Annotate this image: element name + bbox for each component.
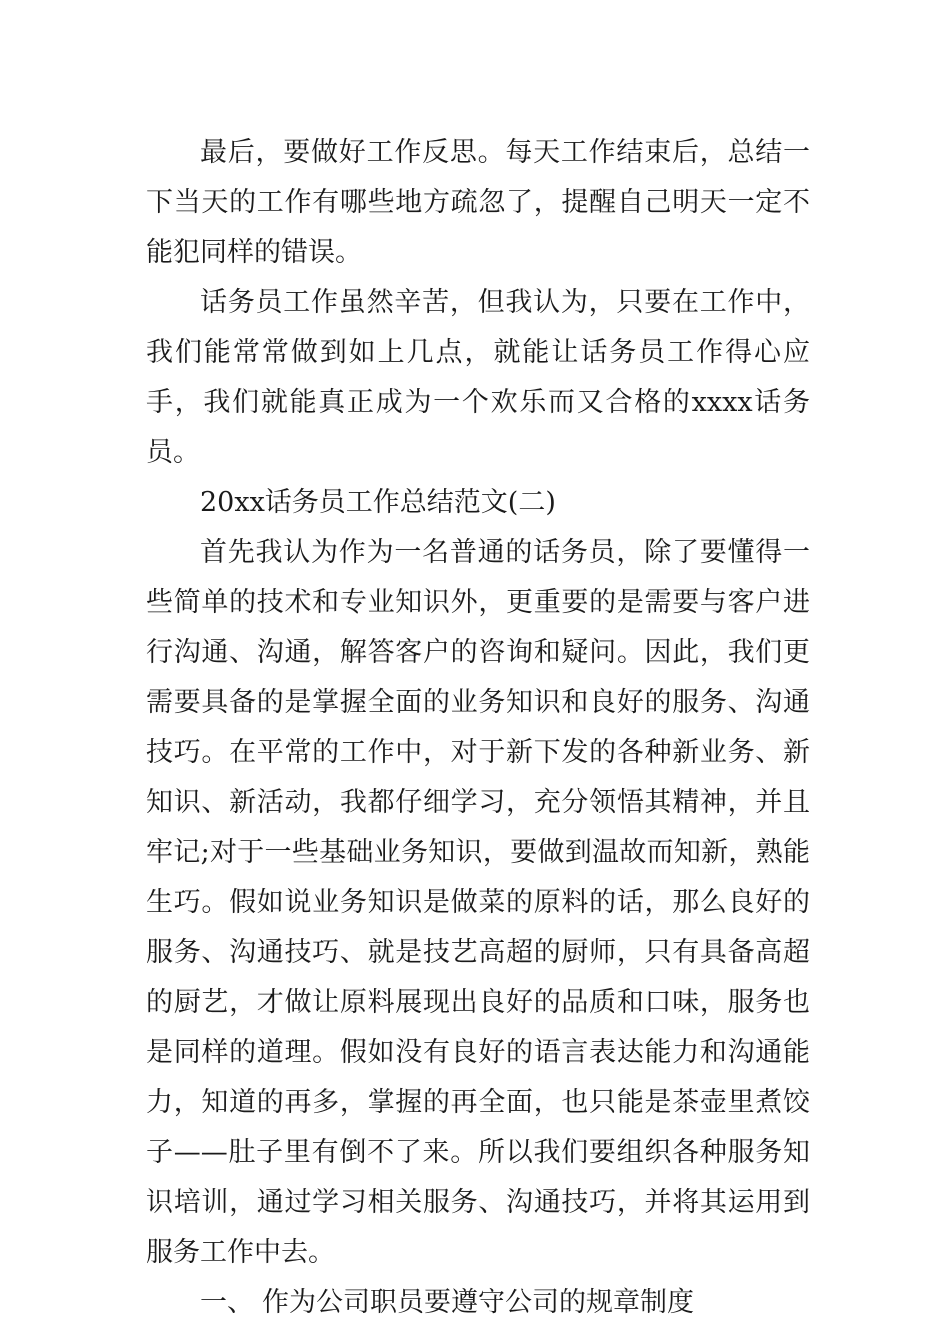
list-heading-text: 作为公司职员要遵守公司的规章制度 (262, 1287, 694, 1318)
paragraph-main-body: 首先我认为作为一名普通的话务员，除了要懂得一些简单的技术和专业知识外，更重要的是需要与客户进行沟通、沟通，解答客户的咨询和疑问。因此，我们更需要具备的是掌握全面的业务知识和良好的服务、沟通技巧。在平常的工作中，对于新下发的各种新业务、新知识、新活动，我都仔细学习，充分领悟其精神，并且牢记;对于一些基础业务知识，要做到温故而知新，熟能生巧。假如说业务知识是做菜的原料的话，那么良好的服务、沟通技巧、就是技艺高超的厨师，只有具备高超的厨艺，才做让原料展现出良好的品质和口味，服务也是同样的道理。假如没有良好的语言表达能力和沟通能力，知道的再多，掌握的再全面，也只能是茶壶里煮饺子——肚子里有倒不了来。所以我们要组织各种服务知识培训，通过学习相关服务、沟通技巧，并将其运用到服务工作中去。 (146, 537, 810, 1268)
list-marker: 一、 (200, 1287, 254, 1318)
list-heading-item (146, 1278, 810, 1328)
paragraph-conclusion: 话务员工作虽然辛苦，但我认为，只要在工作中，我们能常常做到如上几点，就能让话务员工作得心应手，我们就能真正成为一个欢乐而又合格的xxxx话务员。 (146, 287, 810, 468)
paragraph-reflection: 最后，要做好工作反思。每天工作结束后，总结一下当天的工作有哪些地方疏忽了，提醒自己明天一定不能犯同样的错误。 (146, 137, 810, 268)
section-title: 20xx话务员工作总结范文(二) (200, 487, 556, 518)
document-body (146, 128, 810, 1328)
